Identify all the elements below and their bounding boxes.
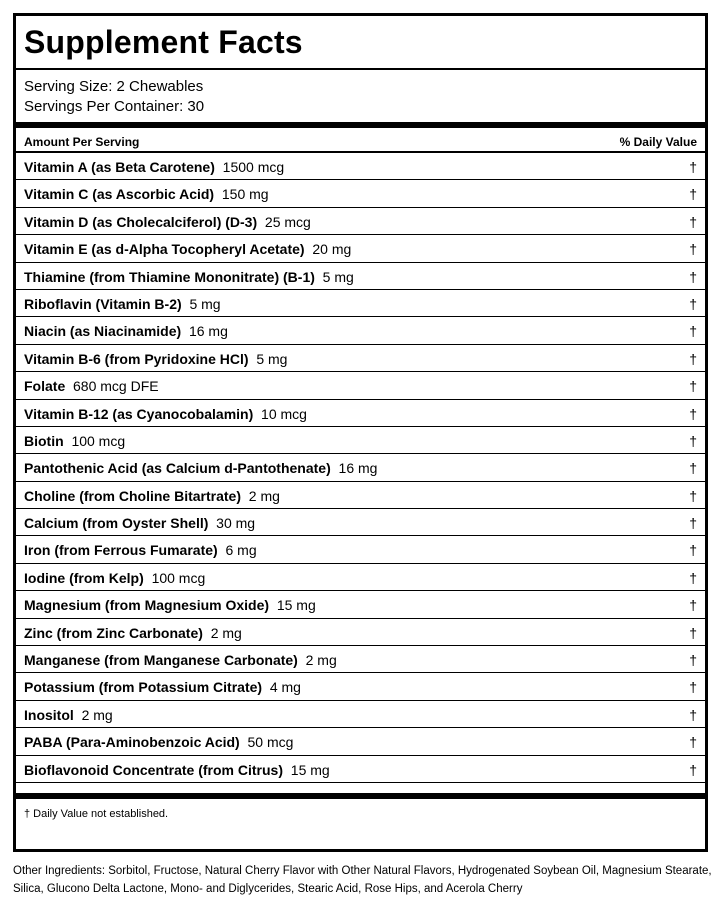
- nutrient-name: Vitamin E (as d-Alpha Tocopheryl Acetate): [24, 241, 305, 258]
- nutrient-text: [24, 460, 377, 476]
- nutrient-text: [24, 433, 125, 449]
- nutrient-text: [24, 269, 354, 285]
- nutrient-name: Vitamin B-12 (as Cyanocobalamin): [24, 405, 254, 422]
- nutrient-row: [16, 208, 705, 235]
- daily-value-dagger: †: [689, 542, 697, 559]
- nutrient-amount: 16 mg: [338, 460, 378, 477]
- nutrient-amount: 2 mg: [81, 706, 113, 723]
- nutrient-row: [16, 536, 705, 563]
- daily-value-dagger: †: [689, 405, 697, 422]
- nutrient-row: [16, 454, 705, 481]
- nutrient-amount: 16 mg: [188, 323, 228, 340]
- nutrient-row: [16, 317, 705, 344]
- servings-per-container: Servings Per Container: 30: [24, 98, 205, 115]
- nutrient-text: [24, 159, 284, 175]
- nutrient-row: [16, 427, 705, 454]
- panel-title: Supplement Facts: [24, 24, 303, 60]
- nutrient-amount: 20 mg: [312, 241, 352, 258]
- nutrient-amount: 2 mg: [305, 652, 337, 669]
- nutrient-row: [16, 482, 705, 509]
- nutrient-row: [16, 400, 705, 427]
- daily-value-dagger: †: [689, 241, 697, 258]
- nutrient-amount: 150 mg: [221, 186, 269, 203]
- nutrient-row: [16, 290, 705, 317]
- daily-value-dagger: †: [689, 159, 697, 175]
- nutrient-text: [24, 652, 337, 668]
- footnote: † Daily Value not established.: [24, 808, 169, 820]
- nutrient-row: [16, 153, 705, 180]
- daily-value-dagger: †: [689, 624, 697, 641]
- nutrient-amount: 1500 mcg: [222, 159, 285, 175]
- thick-divider: [16, 122, 705, 128]
- nutrient-name: Vitamin C (as Ascorbic Acid): [24, 186, 215, 203]
- nutrient-name: Thiamine (from Thiamine Mononitrate) (B-1): [24, 268, 315, 285]
- nutrient-text: [24, 515, 255, 531]
- nutrient-name: Zinc (from Zinc Carbonate): [24, 624, 203, 641]
- nutrient-name: Folate: [24, 378, 66, 395]
- nutrient-name: Magnesium (from Magnesium Oxide): [24, 597, 270, 614]
- nutrient-row: [16, 646, 705, 673]
- nutrient-row: [16, 728, 705, 755]
- nutrient-name: Iron (from Ferrous Fumarate): [24, 542, 218, 559]
- daily-value-dagger: †: [689, 597, 697, 614]
- nutrient-name: Vitamin B-6 (from Pyridoxine HCl): [24, 350, 249, 367]
- daily-value-dagger: †: [689, 186, 697, 203]
- nutrient-name: Choline (from Choline Bitartrate): [24, 487, 242, 504]
- nutrient-amount: 2 mg: [248, 487, 280, 504]
- daily-value-dagger: †: [689, 460, 697, 477]
- nutrient-amount: 15 mg: [276, 597, 316, 614]
- daily-value-dagger: †: [689, 706, 697, 723]
- nutrient-text: [24, 323, 228, 339]
- nutrient-name: Riboflavin (Vitamin B-2): [24, 295, 182, 312]
- nutrient-amount: 100 mcg: [151, 569, 206, 586]
- nutrient-name: Vitamin A (as Beta Carotene): [24, 159, 215, 175]
- nutrient-row: [16, 345, 705, 372]
- nutrient-amount: 4 mg: [269, 679, 301, 696]
- nutrient-row: [16, 235, 705, 262]
- nutrient-row: [16, 180, 705, 207]
- nutrient-row: [16, 372, 705, 399]
- nutrient-amount: 30 mg: [216, 515, 256, 532]
- nutrient-amount: 100 mcg: [71, 432, 126, 449]
- other-ingredients: Other Ingredients: Sorbitol, Fructose, Natural Cherry Flavor with Other Natural Flavors, Hydrogenated Soybean Oil, Magnesium Stearate, Silica, Glucono Delta Lactone, Mono- and Diglycerides, Stearic Acid, Rose Hips, and Acerola Cherry: [13, 865, 712, 895]
- nutrient-name: Vitamin D (as Cholecalciferol) (D-3): [24, 213, 258, 230]
- nutrient-row: [16, 701, 705, 728]
- daily-value-dagger: †: [689, 487, 697, 504]
- nutrient-text: [24, 488, 280, 504]
- nutrient-name: Biotin: [24, 432, 64, 449]
- nutrient-text: [24, 679, 301, 695]
- nutrient-text: [24, 406, 307, 422]
- nutrient-name: Inositol: [24, 706, 74, 723]
- nutrient-amount: 680 mcg DFE: [73, 378, 159, 395]
- nutrient-row: [16, 263, 705, 290]
- nutrient-text: [24, 597, 316, 613]
- nutrient-text: [24, 542, 257, 558]
- nutrient-text: [24, 214, 311, 230]
- thick-divider: [16, 793, 705, 799]
- daily-value-dagger: †: [689, 734, 697, 751]
- daily-value-dagger: †: [689, 761, 697, 778]
- nutrient-amount: 10 mcg: [261, 405, 307, 422]
- nutrient-text: [24, 186, 269, 202]
- nutrient-amount: 5 mg: [256, 350, 288, 367]
- nutrient-amount: 2 mg: [210, 624, 242, 641]
- nutrient-name: Manganese (from Manganese Carbonate): [24, 652, 298, 669]
- nutrient-amount: 5 mg: [189, 295, 221, 312]
- daily-value-dagger: †: [689, 295, 697, 312]
- nutrient-text: [24, 734, 293, 750]
- nutrient-row: [16, 591, 705, 618]
- supplement-facts-panel: [13, 13, 708, 852]
- nutrient-row: [16, 564, 705, 591]
- daily-value-dagger: †: [689, 213, 697, 230]
- nutrient-row: [16, 619, 705, 646]
- nutrient-name: Iodine (from Kelp): [24, 569, 144, 586]
- daily-value-dagger: †: [689, 432, 697, 449]
- nutrient-text: [24, 351, 287, 367]
- nutrient-text: [24, 241, 351, 257]
- amount-per-serving-header: Amount Per Serving: [24, 135, 140, 149]
- nutrient-text: [24, 570, 205, 586]
- nutrient-name: Niacin (as Niacinamide): [24, 323, 182, 340]
- nutrient-text: [24, 762, 330, 778]
- nutrient-text: [24, 625, 242, 641]
- daily-value-dagger: †: [689, 679, 697, 696]
- daily-value-dagger: †: [689, 378, 697, 395]
- nutrient-name: Potassium (from Potassium Citrate): [24, 679, 263, 696]
- nutrient-amount: 50 mcg: [247, 734, 294, 751]
- daily-value-dagger: †: [689, 515, 697, 532]
- daily-value-dagger: †: [689, 268, 697, 285]
- nutrient-amount: 15 mg: [290, 761, 330, 778]
- daily-value-dagger: †: [689, 569, 697, 586]
- nutrient-row: [16, 673, 705, 700]
- nutrient-text: [24, 378, 159, 394]
- daily-value-dagger: †: [689, 350, 697, 367]
- nutrient-text: [24, 296, 221, 312]
- divider: [16, 68, 705, 70]
- nutrient-name: PABA (Para-Aminobenzoic Acid): [24, 734, 240, 751]
- nutrient-text: [24, 707, 113, 723]
- nutrient-amount: 6 mg: [225, 542, 257, 559]
- nutrient-name: Pantothenic Acid (as Calcium d-Pantothenate): [24, 460, 331, 477]
- nutrient-row: [16, 509, 705, 536]
- serving-size: Serving Size: 2 Chewables: [24, 78, 204, 95]
- nutrient-amount: 25 mcg: [264, 213, 311, 230]
- nutrient-table: [16, 153, 705, 783]
- nutrient-name: Bioflavonoid Concentrate (from Citrus): [24, 761, 284, 778]
- daily-value-header: % Daily Value: [619, 135, 697, 149]
- nutrient-amount: 5 mg: [322, 268, 354, 285]
- daily-value-dagger: †: [689, 323, 697, 340]
- daily-value-dagger: †: [689, 652, 697, 669]
- nutrient-row: [16, 756, 705, 783]
- nutrient-name: Calcium (from Oyster Shell): [24, 515, 209, 532]
